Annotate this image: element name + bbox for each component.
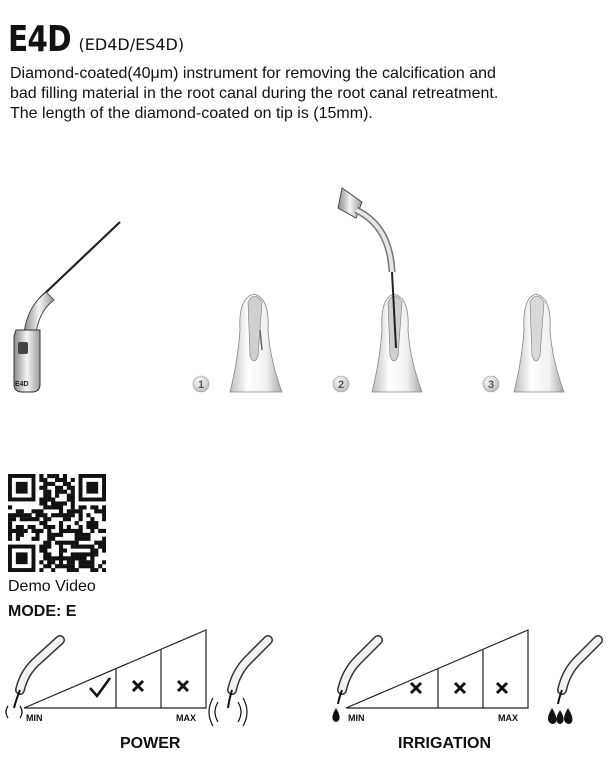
instrument-illustration [0, 180, 616, 410]
water-drop-icon [332, 640, 378, 722]
step-number: 1 [198, 379, 205, 391]
tip-label: E4D [15, 381, 29, 388]
water-drops-icon [548, 640, 598, 724]
vibration-high-icon [209, 640, 268, 726]
cross-icon [178, 681, 188, 691]
cross-icon [497, 683, 507, 693]
demo-video-label: Demo Video [8, 578, 96, 595]
model-name: E4D [8, 19, 71, 60]
title-row [8, 18, 184, 58]
power-min-label: MIN [26, 713, 43, 723]
description-line: Diamond-coated(40μm) instrument for removing the calcification and [10, 65, 496, 82]
description [10, 64, 608, 124]
cross-icon [411, 683, 421, 693]
irrigation-title: IRRIGATION [398, 735, 492, 752]
vibration-low-icon [6, 640, 60, 718]
mode-label: MODE: E [8, 603, 77, 620]
tooth-step-2 [338, 188, 422, 392]
cross-icon [455, 683, 465, 693]
step-number: 3 [488, 379, 495, 391]
irrigation-gauge [332, 630, 598, 752]
step-number: 2 [338, 379, 345, 391]
qr-code-icon[interactable] [8, 474, 106, 572]
description-line: bad filling material in the root canal during the root canal retreatment. [10, 85, 499, 102]
irrigation-max-label: MAX [498, 713, 518, 723]
check-icon [90, 678, 110, 696]
power-max-label: MAX [176, 713, 196, 723]
ultrasonic-tip-icon [14, 222, 120, 392]
irrigation-min-label: MIN [348, 713, 365, 723]
tooth-step-1 [230, 294, 282, 392]
description-line: The length of the diamond-coated on tip is (15mm). [10, 105, 373, 122]
tooth-step-3 [514, 294, 564, 392]
power-gauge [6, 630, 268, 752]
gauges [0, 620, 616, 768]
cross-icon [133, 681, 143, 691]
power-title: POWER [120, 735, 181, 752]
model-variants: (ED4D/ES4D) [78, 35, 185, 54]
